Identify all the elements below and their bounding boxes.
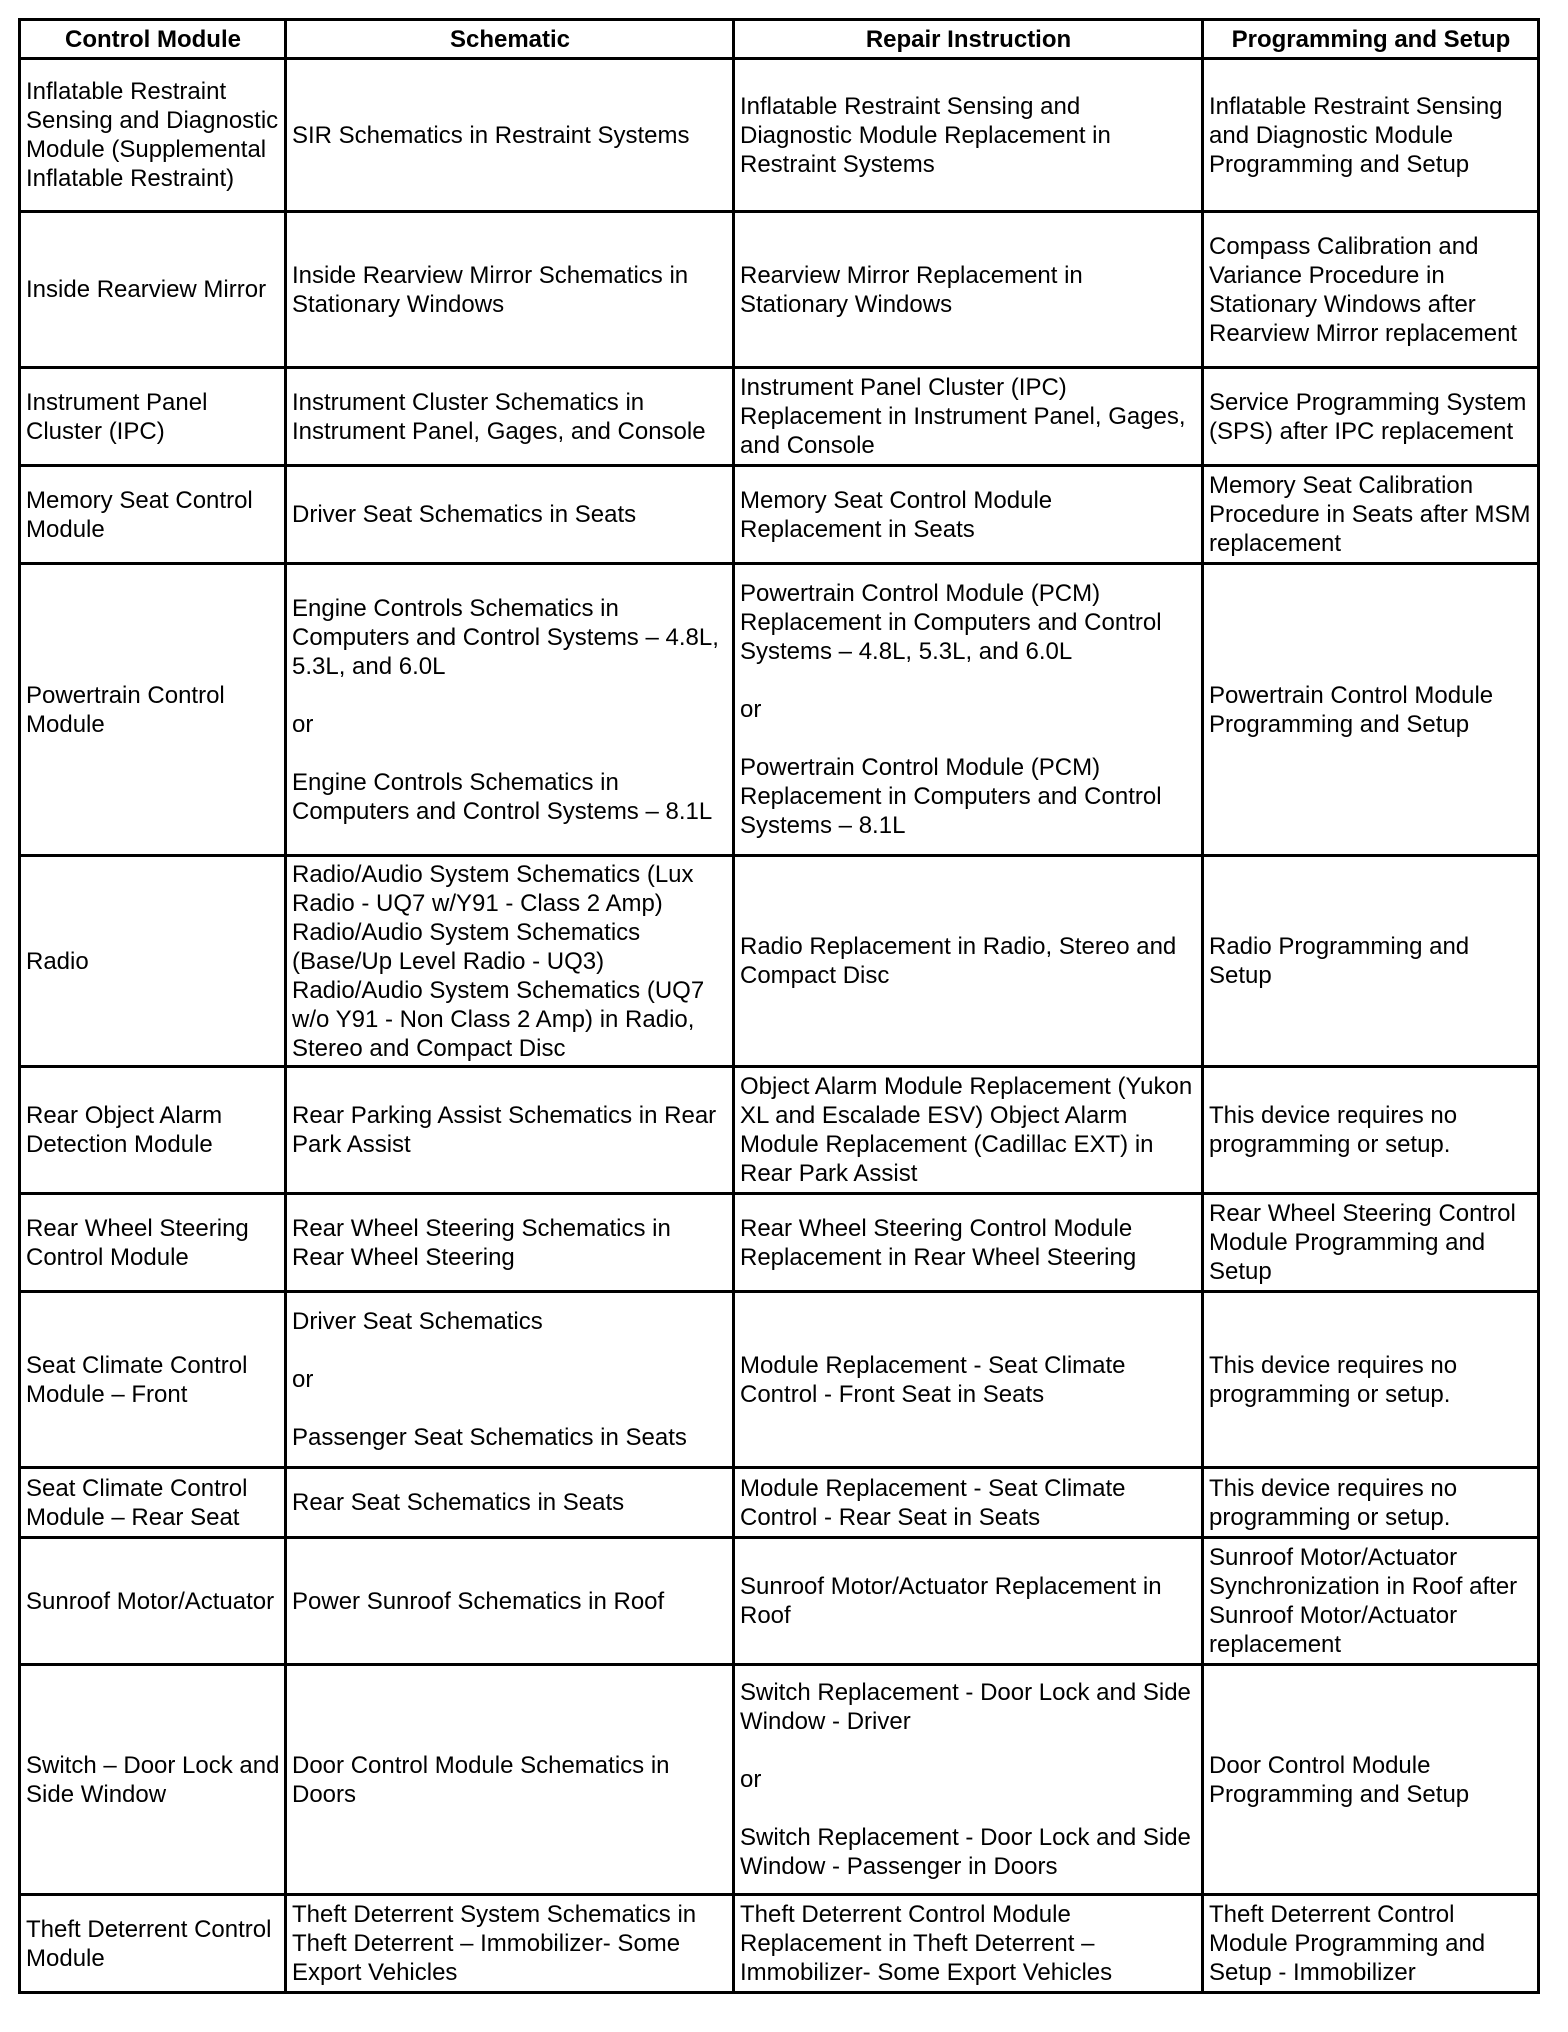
schematic-text: Rear Parking Assist Schematics in Rear Park Assist — [292, 1102, 717, 1158]
cell-schematic — [286, 1067, 734, 1194]
cell-programming-setup: Memory Seat Calibration Procedure in Seats after MSM replacement — [1203, 466, 1539, 564]
table-row — [20, 212, 1539, 368]
repair-text: Object Alarm Module Replacement (Yukon XL and Escalade ESV) Object Alarm Module Replacement (Cadillac EXT) in Rear Park Assist — [740, 1073, 1193, 1187]
schematic-text: Rear Wheel Steering Schematics in Rear Wheel Steering — [292, 1214, 671, 1271]
table-row — [20, 1067, 1539, 1194]
cell-programming-setup: Powertrain Control Module Programming and Setup — [1203, 564, 1539, 856]
repair-text: Rear Wheel Steering Control Module Replacement in Rear Wheel Steering — [740, 1214, 1137, 1271]
cell-programming-setup: Rear Wheel Steering Control Module Programming and Setup — [1203, 1194, 1539, 1292]
schematic-text: Rear Seat Schematics in Seats — [292, 1489, 625, 1516]
cell-control-module: Rear Object Alarm Detection Module — [20, 1067, 286, 1194]
schematic-text: SIR Schematics in Restraint Systems — [292, 121, 690, 149]
cell-schematic — [286, 212, 734, 368]
cell-control-module: Rear Wheel Steering Control Module — [20, 1194, 286, 1292]
table-row — [20, 856, 1539, 1067]
cell-schematic — [286, 1468, 734, 1538]
cell-control-module: Theft Deterrent Control Module — [20, 1895, 286, 1993]
cell-schematic — [286, 1665, 734, 1895]
table-row — [20, 1895, 1539, 1993]
schematic-text: Radio/Audio System Schematics (UQ7 w/o Y91 - Non Class 2 Amp) in Radio, Stereo and Compact Disc — [292, 976, 705, 1062]
cell-programming-setup: Inflatable Restraint Sensing and Diagnostic Module Programming and Setup — [1203, 59, 1539, 212]
cell-control-module: Seat Climate Control Module – Rear Seat — [20, 1468, 286, 1538]
cell-repair-instruction — [734, 1538, 1203, 1665]
cell-schematic — [286, 1895, 734, 1993]
schematic-text: Engine Controls Schematics in Computers and Control Systems – 8.1L — [292, 768, 713, 825]
repair-text: Memory Seat Control Module Replacement in Seats — [740, 486, 1053, 543]
header-row — [20, 20, 1539, 59]
header-repair-instruction: Repair Instruction — [734, 20, 1203, 59]
or-separator: or — [740, 1766, 762, 1793]
cell-repair-instruction — [734, 1292, 1203, 1468]
module-reference-table — [18, 18, 1540, 1994]
schematic-text: Power Sunroof Schematics in Roof — [292, 1587, 665, 1615]
cell-schematic — [286, 564, 734, 856]
cell-repair-instruction — [734, 1194, 1203, 1292]
cell-programming-setup: Door Control Module Programming and Setup — [1203, 1665, 1539, 1895]
repair-text: Module Replacement - Seat Climate Control - Rear Seat in Seats — [740, 1474, 1126, 1531]
repair-text: Switch Replacement - Door Lock and Side Window - Driver — [740, 1679, 1191, 1735]
repair-text: Sunroof Motor/Actuator Replacement in Roof — [740, 1573, 1162, 1629]
schematic-text: Driver Seat Schematics in Seats — [292, 501, 637, 528]
table-row — [20, 466, 1539, 564]
cell-repair-instruction — [734, 1665, 1203, 1895]
cell-schematic — [286, 1292, 734, 1468]
cell-repair-instruction — [734, 59, 1203, 212]
schematic-text: Door Control Module Schematics in Doors — [292, 1751, 670, 1808]
repair-text: Radio Replacement in Radio, Stereo and Compact Disc — [740, 933, 1177, 989]
cell-programming-setup: This device requires no programming or setup. — [1203, 1468, 1539, 1538]
table-row — [20, 1292, 1539, 1468]
cell-control-module: Memory Seat Control Module — [20, 466, 286, 564]
repair-text: Instrument Panel Cluster (IPC) Replacement in Instrument Panel, Gages, and Console — [740, 374, 1186, 459]
cell-repair-instruction — [734, 466, 1203, 564]
repair-text: Powertrain Control Module (PCM) Replacement in Computers and Control Systems – 8.1L — [740, 754, 1162, 839]
schematic-text: Radio/Audio System Schematics (Base/Up Level Radio - UQ3) — [292, 918, 641, 975]
header-programming-setup: Programming and Setup — [1203, 20, 1539, 59]
cell-programming-setup: Service Programming System (SPS) after IPC replacement — [1203, 368, 1539, 466]
cell-schematic — [286, 466, 734, 564]
cell-control-module: Inside Rearview Mirror — [20, 212, 286, 368]
table-row — [20, 1665, 1539, 1895]
schematic-text: Inside Rearview Mirror Schematics in Stationary Windows — [292, 261, 689, 318]
cell-programming-setup: Sunroof Motor/Actuator Synchronization in Roof after Sunroof Motor/Actuator replacement — [1203, 1538, 1539, 1665]
cell-programming-setup: Theft Deterrent Control Module Programming and Setup - Immobilizer — [1203, 1895, 1539, 1993]
cell-repair-instruction — [734, 212, 1203, 368]
cell-control-module: Switch – Door Lock and Side Window — [20, 1665, 286, 1895]
table-row — [20, 1468, 1539, 1538]
table-row — [20, 59, 1539, 212]
cell-programming-setup: This device requires no programming or setup. — [1203, 1067, 1539, 1194]
schematic-text: Instrument Cluster Schematics in Instrument Panel, Gages, and Console — [292, 388, 706, 445]
cell-repair-instruction — [734, 1067, 1203, 1194]
cell-schematic — [286, 1538, 734, 1665]
repair-text: Powertrain Control Module (PCM) Replacement in Computers and Control Systems – 4.8L, 5.3L, and 6.0L — [740, 580, 1162, 665]
cell-schematic — [286, 59, 734, 212]
table-row — [20, 368, 1539, 466]
header-control-module: Control Module — [20, 20, 286, 59]
or-separator: or — [292, 1366, 314, 1393]
cell-control-module: Seat Climate Control Module – Front — [20, 1292, 286, 1468]
repair-text: Switch Replacement - Door Lock and Side Window - Passenger in Doors — [740, 1824, 1191, 1880]
table-row — [20, 1538, 1539, 1665]
table-row — [20, 1194, 1539, 1292]
cell-schematic — [286, 1194, 734, 1292]
cell-control-module: Sunroof Motor/Actuator — [20, 1538, 286, 1665]
cell-control-module: Inflatable Restraint Sensing and Diagnostic Module (Supplemental Inflatable Restraint) — [20, 59, 286, 212]
cell-repair-instruction — [734, 368, 1203, 466]
repair-text: Module Replacement - Seat Climate Control - Front Seat in Seats — [740, 1351, 1126, 1408]
cell-repair-instruction — [734, 1468, 1203, 1538]
cell-programming-setup: This device requires no programming or setup. — [1203, 1292, 1539, 1468]
cell-repair-instruction — [734, 856, 1203, 1067]
header-schematic: Schematic — [286, 20, 734, 59]
schematic-text: Theft Deterrent System Schematics in Theft Deterrent – Immobilizer- Some Export Vehicles — [292, 1901, 697, 1986]
or-separator: or — [292, 710, 314, 738]
cell-programming-setup: Compass Calibration and Variance Procedure in Stationary Windows after Rearview Mirror replacement — [1203, 212, 1539, 368]
schematic-text: Radio/Audio System Schematics (Lux Radio - UQ7 w/Y91 - Class 2 Amp) — [292, 860, 694, 917]
cell-schematic — [286, 856, 734, 1067]
cell-schematic — [286, 368, 734, 466]
cell-control-module: Radio — [20, 856, 286, 1067]
schematic-text: Engine Controls Schematics in Computers and Control Systems – 4.8L, 5.3L, and 6.0L — [292, 594, 719, 680]
schematic-text: Driver Seat Schematics — [292, 1308, 543, 1335]
schematic-text: Passenger Seat Schematics in Seats — [292, 1424, 687, 1451]
cell-programming-setup: Radio Programming and Setup — [1203, 856, 1539, 1067]
table-row — [20, 564, 1539, 856]
repair-text: Rearview Mirror Replacement in Stationary Windows — [740, 261, 1083, 318]
repair-text: Inflatable Restraint Sensing and Diagnostic Module Replacement in Restraint Systems — [740, 92, 1111, 178]
cell-control-module: Instrument Panel Cluster (IPC) — [20, 368, 286, 466]
or-separator: or — [740, 696, 762, 723]
cell-control-module: Powertrain Control Module — [20, 564, 286, 856]
repair-text: Theft Deterrent Control Module Replacement in Theft Deterrent – Immobilizer- Some Export Vehicles — [740, 1901, 1113, 1986]
cell-repair-instruction — [734, 564, 1203, 856]
cell-repair-instruction — [734, 1895, 1203, 1993]
